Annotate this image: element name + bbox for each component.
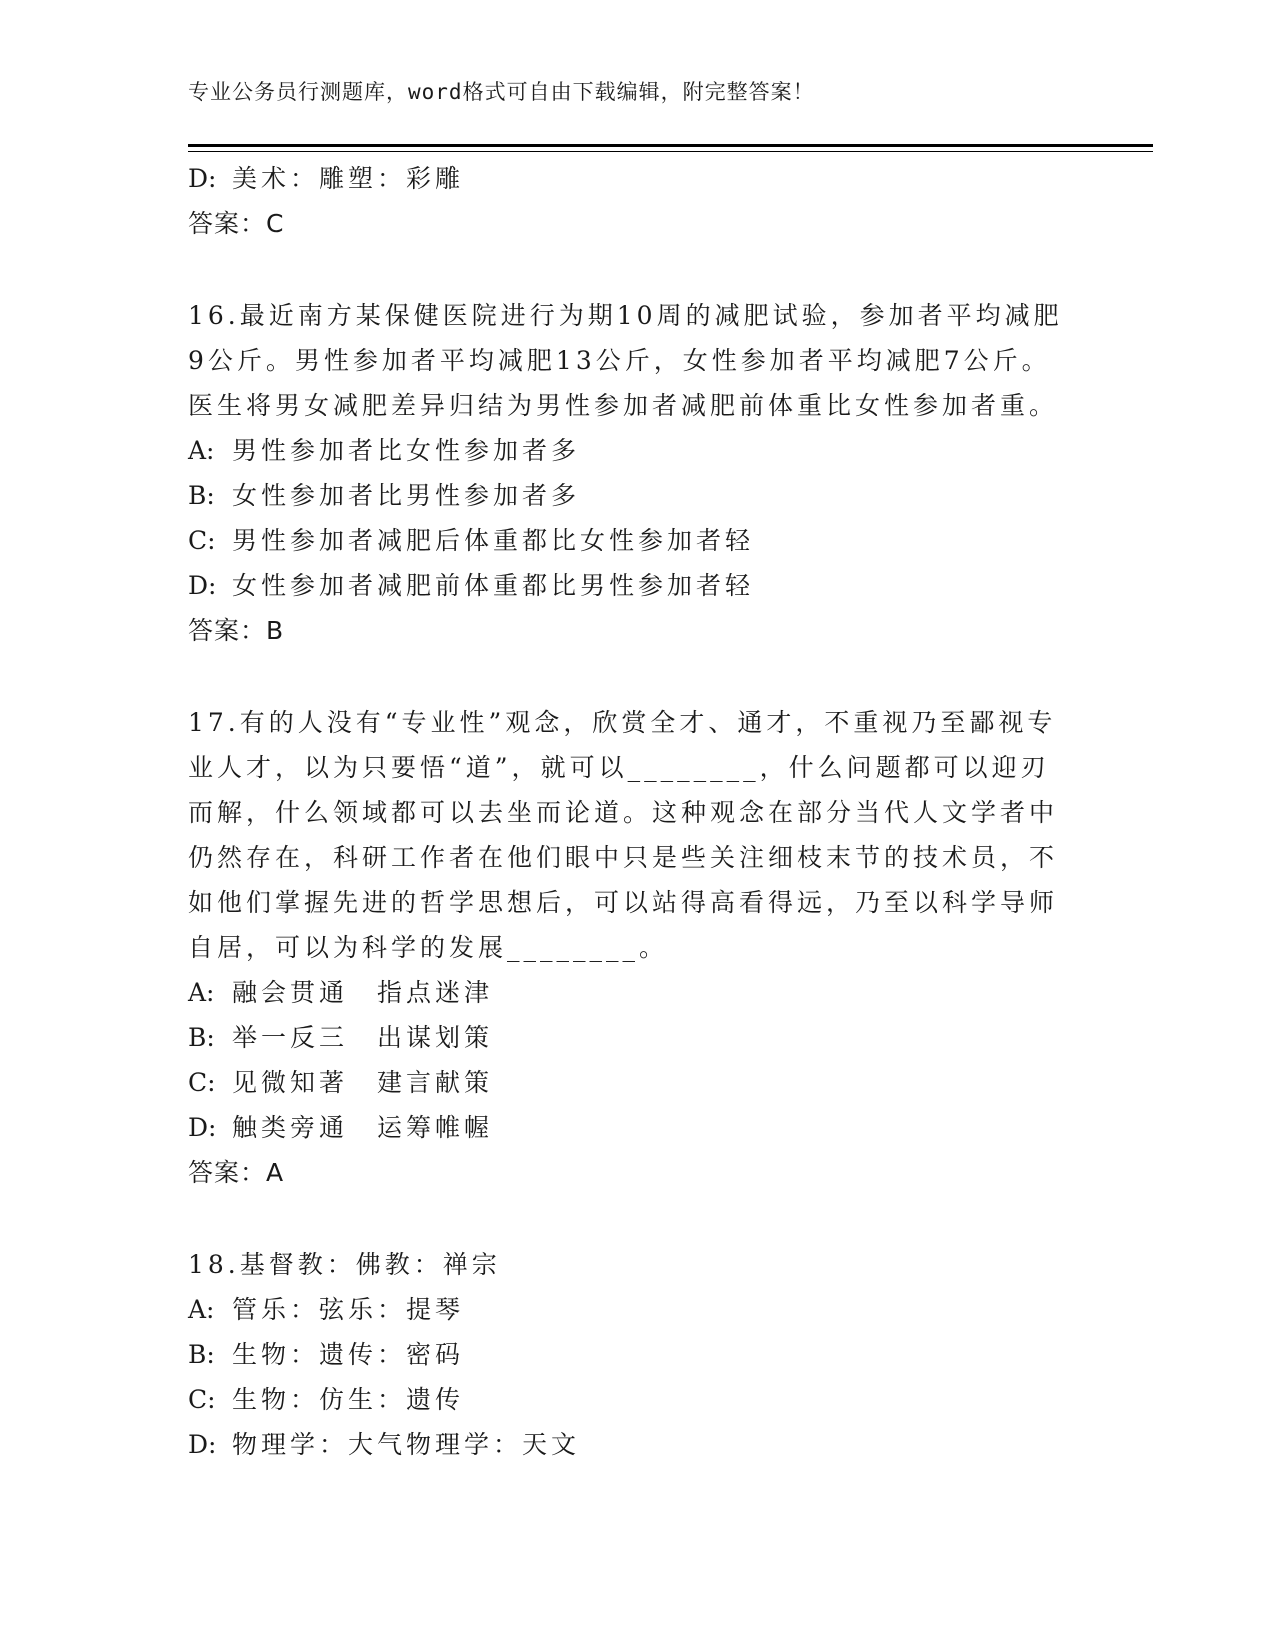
q17-stem-line: 17.有的人没有“专业性”观念，欣赏全才、通才，不重视乃至鄙视专	[188, 708, 1057, 737]
option-text: 触类旁通 运筹帷幄	[232, 1113, 494, 1142]
option-label: D:	[188, 571, 217, 600]
option-text: 管乐：弦乐：提琴	[232, 1295, 465, 1324]
option-label: D:	[188, 1430, 217, 1459]
option-text: 物理学：大气物理学：天文	[232, 1430, 581, 1459]
option-label: B:	[188, 1023, 215, 1052]
option-text: 举一反三 出谋划策	[232, 1023, 494, 1052]
option-label: A:	[188, 1295, 215, 1324]
q16-answer: 答案：B	[188, 616, 285, 645]
document-body	[188, 156, 1088, 1467]
q18-option-d	[188, 1422, 1088, 1467]
q18-option-b	[188, 1332, 1088, 1377]
header-rule-thin	[188, 151, 1153, 152]
option-label: C:	[188, 1385, 216, 1414]
option-text: 生物：遗传：密码	[232, 1340, 465, 1369]
q17-stem-line: 自居，可以为科学的发展________。	[188, 933, 669, 962]
option-label: A:	[188, 436, 215, 465]
q17-option-d	[188, 1105, 1088, 1150]
option-label: D:	[188, 164, 217, 193]
option-text: 融会贯通 指点迷津	[232, 978, 494, 1007]
q17-stem-line: 如他们掌握先进的哲学思想后，可以站得高看得远，乃至以科学导师	[188, 888, 1059, 917]
q18-option-c	[188, 1377, 1088, 1422]
option-text: 见微知著 建言献策	[232, 1068, 494, 1097]
q17-stem-line: 仍然存在，科研工作者在他们眼中只是些关注细枝末节的技术员，不	[188, 843, 1059, 872]
option-label: C:	[188, 526, 216, 555]
q17-option-a	[188, 970, 1088, 1015]
q16-option-d	[188, 563, 1088, 608]
option-text: 女性参加者比男性参加者多	[232, 481, 581, 510]
q15-option-d	[188, 156, 1088, 201]
q16-option-c	[188, 518, 1088, 563]
q16-stem-line: 医生将男女减肥差异归结为男性参加者减肥前体重比女性参加者重。	[188, 391, 1059, 420]
option-text: 男性参加者比女性参加者多	[232, 436, 581, 465]
q17-answer: 答案：A	[188, 1158, 285, 1187]
q17-option-b	[188, 1015, 1088, 1060]
option-label: D:	[188, 1113, 217, 1142]
option-label: B:	[188, 1340, 215, 1369]
q15-answer: 答案：C	[188, 209, 285, 238]
q16-option-b	[188, 473, 1088, 518]
header-rule-thick	[188, 144, 1153, 147]
option-label: C:	[188, 1068, 216, 1097]
q16-stem-line: 16.最近南方某保健医院进行为期10周的减肥试验，参加者平均减肥	[188, 301, 1063, 330]
q18-stem-line: 18.基督教：佛教：禅宗	[188, 1250, 501, 1279]
q18-option-a	[188, 1287, 1088, 1332]
q16-option-a	[188, 428, 1088, 473]
option-text: 男性参加者减肥后体重都比女性参加者轻	[232, 526, 755, 555]
option-text: 女性参加者减肥前体重都比男性参加者轻	[232, 571, 755, 600]
page-header: 专业公务员行测题库，word格式可自由下载编辑，附完整答案！	[188, 80, 815, 104]
q17-option-c	[188, 1060, 1088, 1105]
q17-stem-line: 而解，什么领域都可以去坐而论道。这种观念在部分当代人文学者中	[188, 798, 1059, 827]
q17-stem-line: 业人才，以为只要悟“道”，就可以________，什么问题都可以迎刃	[188, 753, 1050, 782]
option-text: 生物：仿生：遗传	[232, 1385, 465, 1414]
option-label: A:	[188, 978, 215, 1007]
option-label: B:	[188, 481, 215, 510]
option-text: 美术：雕塑：彩雕	[232, 164, 465, 193]
q16-stem-line: 9公斤。男性参加者平均减肥13公斤，女性参加者平均减肥7公斤。	[188, 346, 1051, 375]
